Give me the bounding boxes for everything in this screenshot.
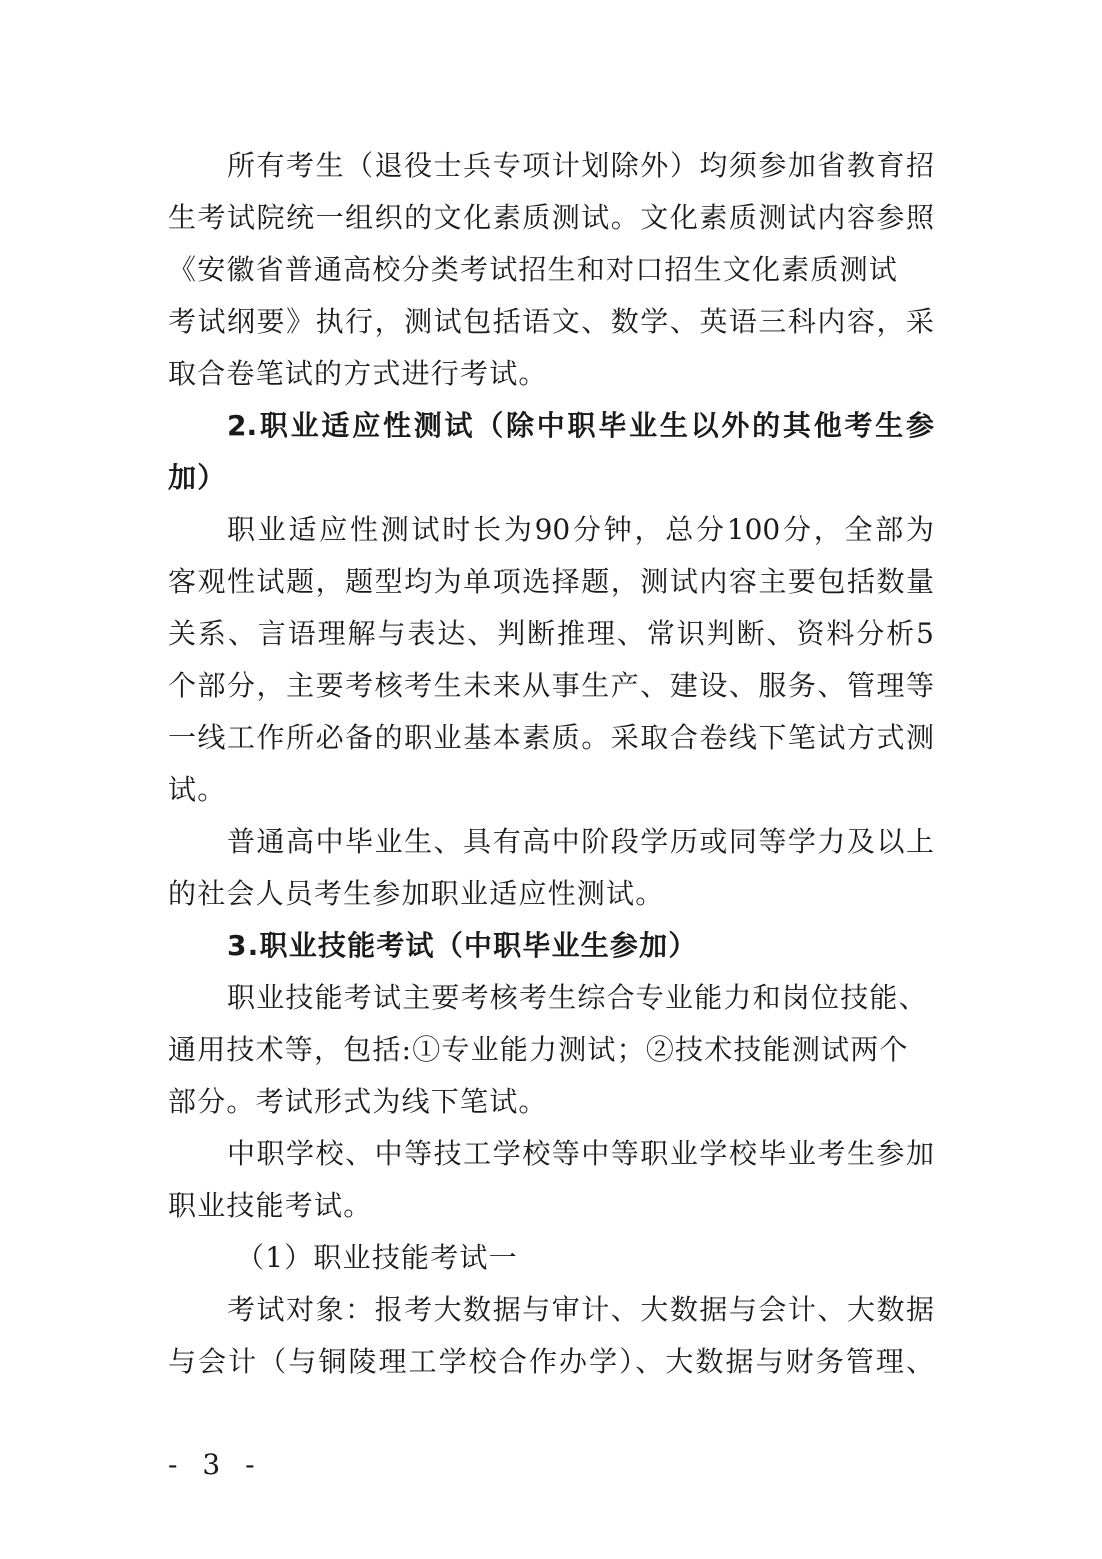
page-number: - 3 -	[168, 1448, 263, 1481]
paragraph-line: 所有考生（退役士兵专项计划除外）均须参加省教育招	[227, 149, 934, 182]
paragraph-line: 的社会人员考生参加职业适应性测试。	[168, 877, 665, 910]
document-page	[168, 140, 934, 1388]
section-heading: 加）	[168, 461, 227, 494]
paragraph-line: 普通高中毕业生、具有高中阶段学历或同等学力及以上	[227, 825, 934, 858]
paragraph-line: 《安徽省普通高校分类考试招生和对口招生文化素质测试	[168, 253, 899, 286]
paragraph-line: 关系、言语理解与表达、判断推理、常识判断、资料分析5	[168, 617, 934, 650]
paragraph-line: 通用技术等，包括:①专业能力测试；②技术技能测试两个	[168, 1033, 909, 1066]
paragraph-line: 考试纲要》执行，测试包括语文、数学、英语三科内容，采	[168, 305, 934, 338]
paragraph-line: 职业技能考试。	[168, 1189, 373, 1222]
paragraph-line: 生考试院统一组织的文化素质测试。文化素质测试内容参照	[168, 201, 934, 234]
paragraph-line: 个部分，主要考核考生未来从事生产、建设、服务、管理等	[168, 669, 934, 702]
subsection-heading: （1）职业技能考试一	[236, 1241, 518, 1274]
paragraph-line: 部分。考试形式为线下笔试。	[168, 1085, 548, 1118]
section-heading: 3.职业技能考试（中职毕业生参加）	[227, 929, 698, 962]
paragraph-line: 客观性试题，题型均为单项选择题，测试内容主要包括数量	[168, 565, 934, 598]
paragraph-line: 职业适应性测试时长为90分钟，总分100分，全部为	[227, 513, 934, 546]
paragraph-line: 中职学校、中等技工学校等中等职业学校毕业考生参加	[227, 1137, 934, 1170]
paragraph-line: 一线工作所必备的职业基本素质。采取合卷线下笔试方式测	[168, 721, 934, 754]
paragraph-line: 试。	[168, 773, 227, 806]
paragraph-line: 考试对象：报考大数据与审计、大数据与会计、大数据	[227, 1293, 934, 1326]
paragraph-line: 取合卷笔试的方式进行考试。	[168, 357, 548, 390]
paragraph-line: 与会计（与铜陵理工学校合作办学）、大数据与财务管理、	[168, 1345, 934, 1378]
paragraph-line: 职业技能考试主要考核考生综合专业能力和岗位技能、	[227, 981, 928, 1014]
section-heading: 2.职业适应性测试（除中职毕业生以外的其他考生参	[227, 409, 934, 442]
